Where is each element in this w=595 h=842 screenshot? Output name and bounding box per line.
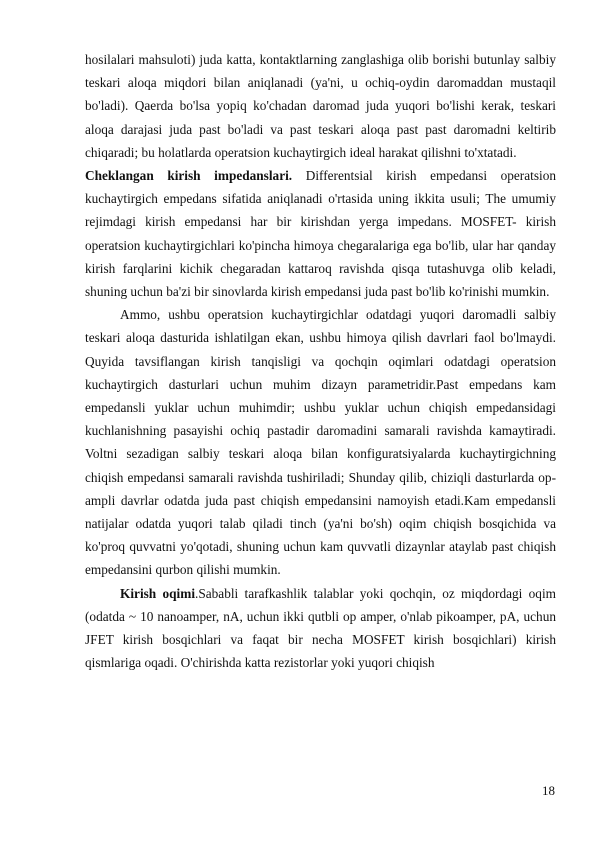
paragraph-2-text: Differentsial kirish empedansi operatsion kuchaytirgich empedans sifatida aniqlanadi o'rtasida uning ikkita usuli; The umumiy rejimdagi kirish empedansi har bir kirishdan yerga impedans. MOSFET- kirish operatsion kuchaytirgichlari ko'pincha himoya chegaralariga ega bo'lib, ular har qanday kirish farqlarini kichik chegaradan kattaroq ravishda qisqa tutashuvga olib keladi, shuning uchun ba'zi bir sinovlarda kirish empedansi juda past bo'lib ko'rinishi mumkin.: [85, 168, 556, 300]
paragraph-3-text: Ammo, ushbu operatsion kuchaytirgichlar odatdagi yuqori daromadli salbiy teskari aloqa dasturida ishlatilgan ekan, ushbu himoya qilish davrlari faol bo'lmaydi. Quyida tavsiflangan kirish tanqisligi va qochqin oqimlari odatdagi operatsion kuchaytirgich dasturlari uchun muhim dizayn parametridir.Past empedans kam empedansli yuklar uchun muhimdir; ushbu yuklar uchun chiqish empedansidagi kuchlanishning pasayishi ochiq pastadir daromadini samarali ravishda kamaytiradi. Voltni sezadigan salbiy teskari aloqa bilan konfiguratsiyalarda kuchaytirgichning chiqish empedansi samarali ravishda tushiriladi; Shunday qilib, chiziqli dasturlarda op-ampli davrlar odatda juda past chiqish empedansini namoyish etadi.Kam empedansli natijalar odatda yuqori talab qiladi tinch (ya'ni bo'sh) oqim chiqish bosqichida va ko'proq quvvatni yo'qotadi, shuning uchun kam quvvatli dizaynlar ataylab past chiqish empedansini qurbon qilishi mumkin.: [85, 307, 556, 578]
document-page: [85, 48, 556, 674]
page-number: 18: [542, 783, 555, 798]
paragraph-4-text: .Sababli tarafkashlik talablar yoki qochqin, oz miqdordagi oqim (odatda ~ 10 nanoamper, nA, uchun ikki qutbli op amper, o'nlab pikoamper, pA, uchun JFET kirish bosqichlari va faqat bir necha MOSFET kirish bosqichlari) kirish qismlariga oqadi. O'chirishda katta rezistorlar yoki yuqori chiqish: [85, 585, 556, 671]
paragraph-4: [85, 582, 556, 675]
paragraph-3: [85, 303, 556, 581]
paragraph-2: [85, 164, 556, 303]
paragraph-4-heading: Kirish oqimi: [120, 585, 196, 601]
paragraph-2-heading: Cheklangan kirish impedanslari.: [85, 168, 293, 184]
paragraph-1-text: hosilalari mahsuloti) juda katta, kontaktlarning zanglashiga olib borishi butunlay salbiy teskari aloqa miqdori bilan aniqlanadi (ya'ni, u ochiq-oydin daromaddan mustaqil bo'ladi). Qaerda bo'lsa yopiq ko'chadan daromad juda yuqori bo'lishi kerak, teskari aloqa darajasi juda past bo'ladi va past teskari aloqa past past daromadni keltirib chiqaradi; bu holatlarda operatsion kuchaytirgich ideal harakat qilishni to'xtatadi.: [85, 52, 556, 160]
paragraph-1: [85, 48, 556, 164]
